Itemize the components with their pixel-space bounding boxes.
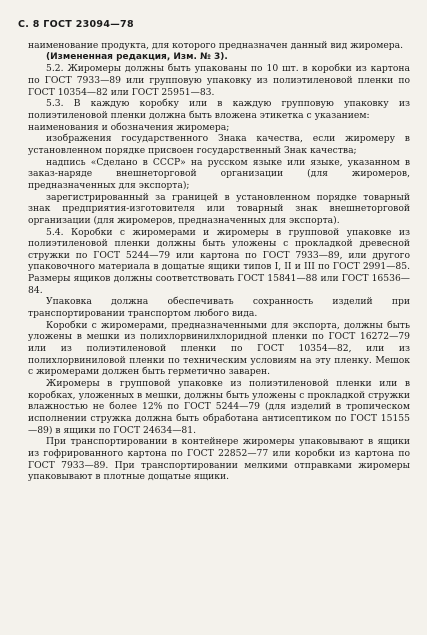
paragraph-9: Упаковка должна обеспечивать сохранность изделий при транспортировании транспортом любого вида.	[28, 296, 410, 320]
paragraph-6: надпись «Сделано в СССР» на русском языке или языке, указанном в заказ-наряде внешнеторговой организации (для жиромеров, предназначенных для экспорта);	[28, 156, 410, 191]
paragraph-2: 5.2. Жиромеры должны быть упакованы по 10 шт. в коробки из картона по ГОСТ 7933—89 или групповую упаковку из полиэтиленовой пленки по ГОСТ 10354—82 или ГОСТ 25951—83.	[28, 63, 410, 98]
paragraph-7: зарегистрированный за границей в установленном порядке товарный знак предприятия-изготовителя или товарный знак внешнеторговой организации (для жиромеров, предназначенных для экспорта).	[28, 191, 410, 226]
paragraph-4: наименования и обозначения жиромера;	[28, 121, 230, 133]
paragraph-1: (Измененная редакция, Изм. № 3).	[46, 51, 228, 62]
paragraph-5: изображения государственного Знака качества, если жиромеру в установленном порядке присвоен государственный Знак качества;	[28, 133, 410, 156]
paragraph-11: Жиромеры в групповой упаковке из полиэтиленовой пленки или в коробках, уложенных в мешки, должны быть уложены с прокладкой стружки влажностью не более 12% по ГОСТ 5244—79 (для изделий в тропическом исполнении стружка должна быть обработана антисептиком по ГОСТ 15155—89) в ящики по ГОСТ 24634—81.	[28, 378, 410, 436]
paragraph-0: наименование продукта, для которого предназначен данный вид жиромера.	[28, 40, 404, 51]
paragraph-8: 5.4. Коробки с жиромерами и жиромеры в групповой упаковке из полиэтиленовой пленки должны быть уложены с прокладкой древесной стружки по ГОСТ 5244—79 или картона по ГОСТ 7933—89, или другого упаковочного материала в дощатые ящики типов I, II и III по ГОСТ 2991—85. Размеры ящиков должны соответствовать ГОСТ 15841—88 или ГОСТ 16536—84.	[28, 226, 410, 296]
page-header: С. 8 ГОСТ 23094—78	[18, 19, 134, 30]
document-body	[28, 40, 410, 483]
paragraph-10: Коробки с жиромерами, предназначенными для экспорта, должны быть уложены в мешки из полихлорвинилхлоридной пленки по ГОСТ 16272—79 или из полиэтиленовой пленки по ГОСТ 10354—82, или из полихлорвиниловой пленки по техническим условиям на эту пленку. Мешок с жиромерами должен быть герметично заварен.	[28, 319, 410, 378]
paragraph-12: При транспортировании в контейнере жиромеры упаковывают в ящики из гофрированного картона по ГОСТ 22852—77 или коробки из картона по ГОСТ 7933—89. При транспортировании мелкими отправками жиромеры упаковывают в плотные дощатые ящики.	[28, 436, 410, 483]
paragraph-3: 5.3. В каждую коробку или в каждую групповую упаковку из полиэтиленовой пленки должна быть вложена этикетка с указанием:	[28, 98, 410, 121]
